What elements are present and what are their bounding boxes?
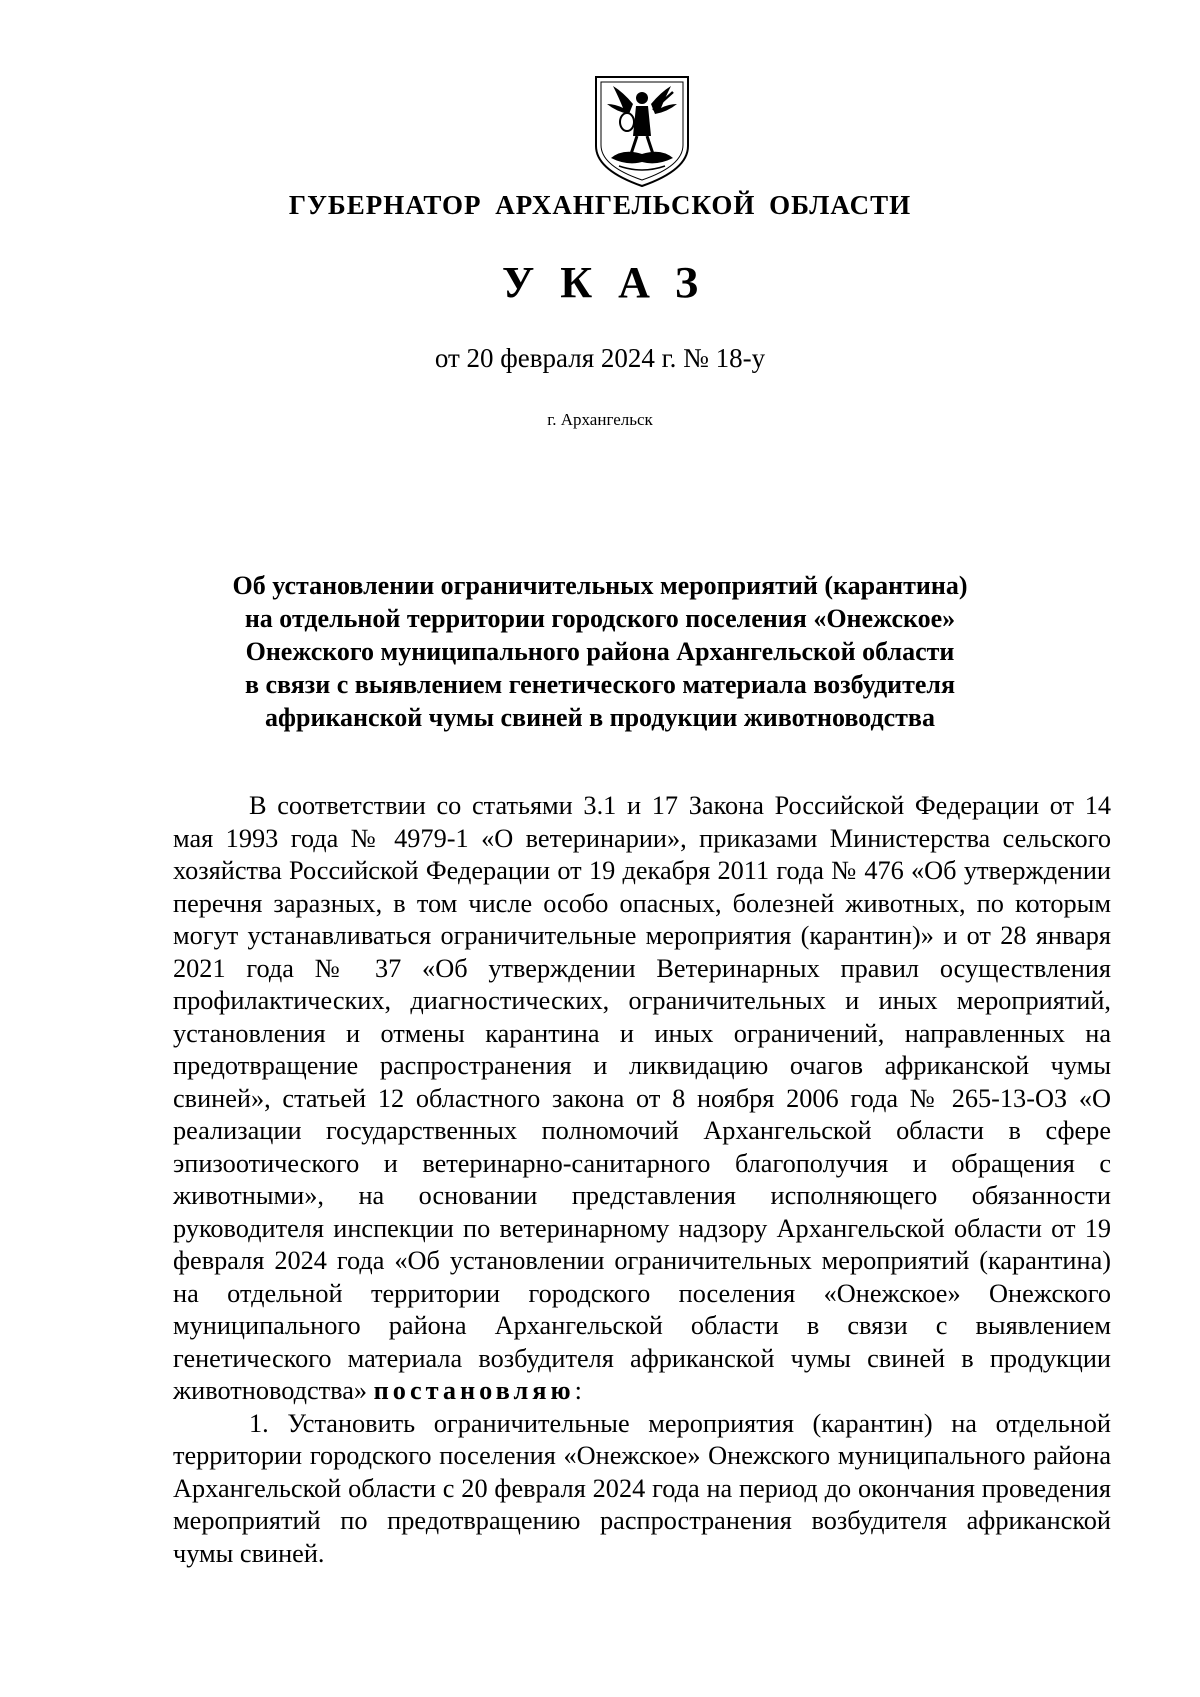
title-line: Онежского муниципального района Архангельской области bbox=[245, 637, 955, 666]
title-line: Об установлении ограничительных мероприятий (карантина) bbox=[232, 571, 968, 600]
archangel-coat-of-arms-icon bbox=[593, 74, 691, 189]
issuer-name: ГУБЕРНАТОР АРХАНГЕЛЬСКОЙ ОБЛАСТИ bbox=[288, 190, 912, 220]
title-line: в связи с выявлением генетического материала возбудителя bbox=[244, 670, 956, 699]
document-city: г. Архангельск bbox=[547, 410, 653, 429]
title-line: на отдельной территории городского поселения «Онежское» bbox=[244, 604, 956, 633]
preamble-text: В соответствии со статьями 3.1 и 17 Закона Российской Федерации от 14 мая 1993 года № 4979-1 «О ветеринарии», приказами Министерства сельского хозяйства Российской Федерации от 19 декабря 2011 года № 476 «Об утверждении перечня заразных, в том числе особо опасных, болезней животных, по которым могут устанавливаться ограничительные мероприятия (карантин)» и от 28 января 2021 года № 37 «Об утверждении Ветеринарных правил осуществления профилактических, диагностических, ограничительных и иных мероприятий, установления и отмены карантина и иных ограничений, направленных на предотвращение распространения и ликвидацию очагов африканской чумы свиней», статьей 12 областного закона от 8 ноября 2006 года № 265-13-ОЗ «О реализации государственных полномочий Архангельской области в сфере эпизоотического и ветеринарно-санитарного благополучия и обращения с животными», на основании представления исполняющего обязанности руководителя инспекции по ветеринарному надзору Архангельской области от 19 февраля 2024 года «Об установлении ограничительных мероприятий (карантина) на отдельной территории городского поселения «Онежское» Онежского муниципального района Архангельской области в связи с выявлением генетического материала возбудителя африканской чумы свиней в продукции животноводства» bbox=[173, 791, 1111, 1405]
item-1-paragraph: 1. Установить ограничительные мероприятия (карантин) на отдельной территории городского поселения «Онежское» Онежского муниципального района Архангельской области с 20 февраля 2024 года на период до окончания проведения мероприятий по предотвращению распространения возбудителя африканской чумы свиней. bbox=[173, 1408, 1111, 1568]
decree-word: постановляю bbox=[373, 1376, 575, 1405]
title-line: африканской чумы свиней в продукции животноводства bbox=[265, 703, 935, 732]
document-body bbox=[173, 790, 1111, 1570]
decree-suffix: : bbox=[574, 1376, 582, 1405]
document-date-number: от 20 февраля 2024 г. № 18-у bbox=[434, 343, 766, 373]
document-type: УКАЗ bbox=[501, 258, 725, 307]
preamble-paragraph bbox=[173, 790, 1111, 1408]
document-title bbox=[0, 569, 1200, 734]
